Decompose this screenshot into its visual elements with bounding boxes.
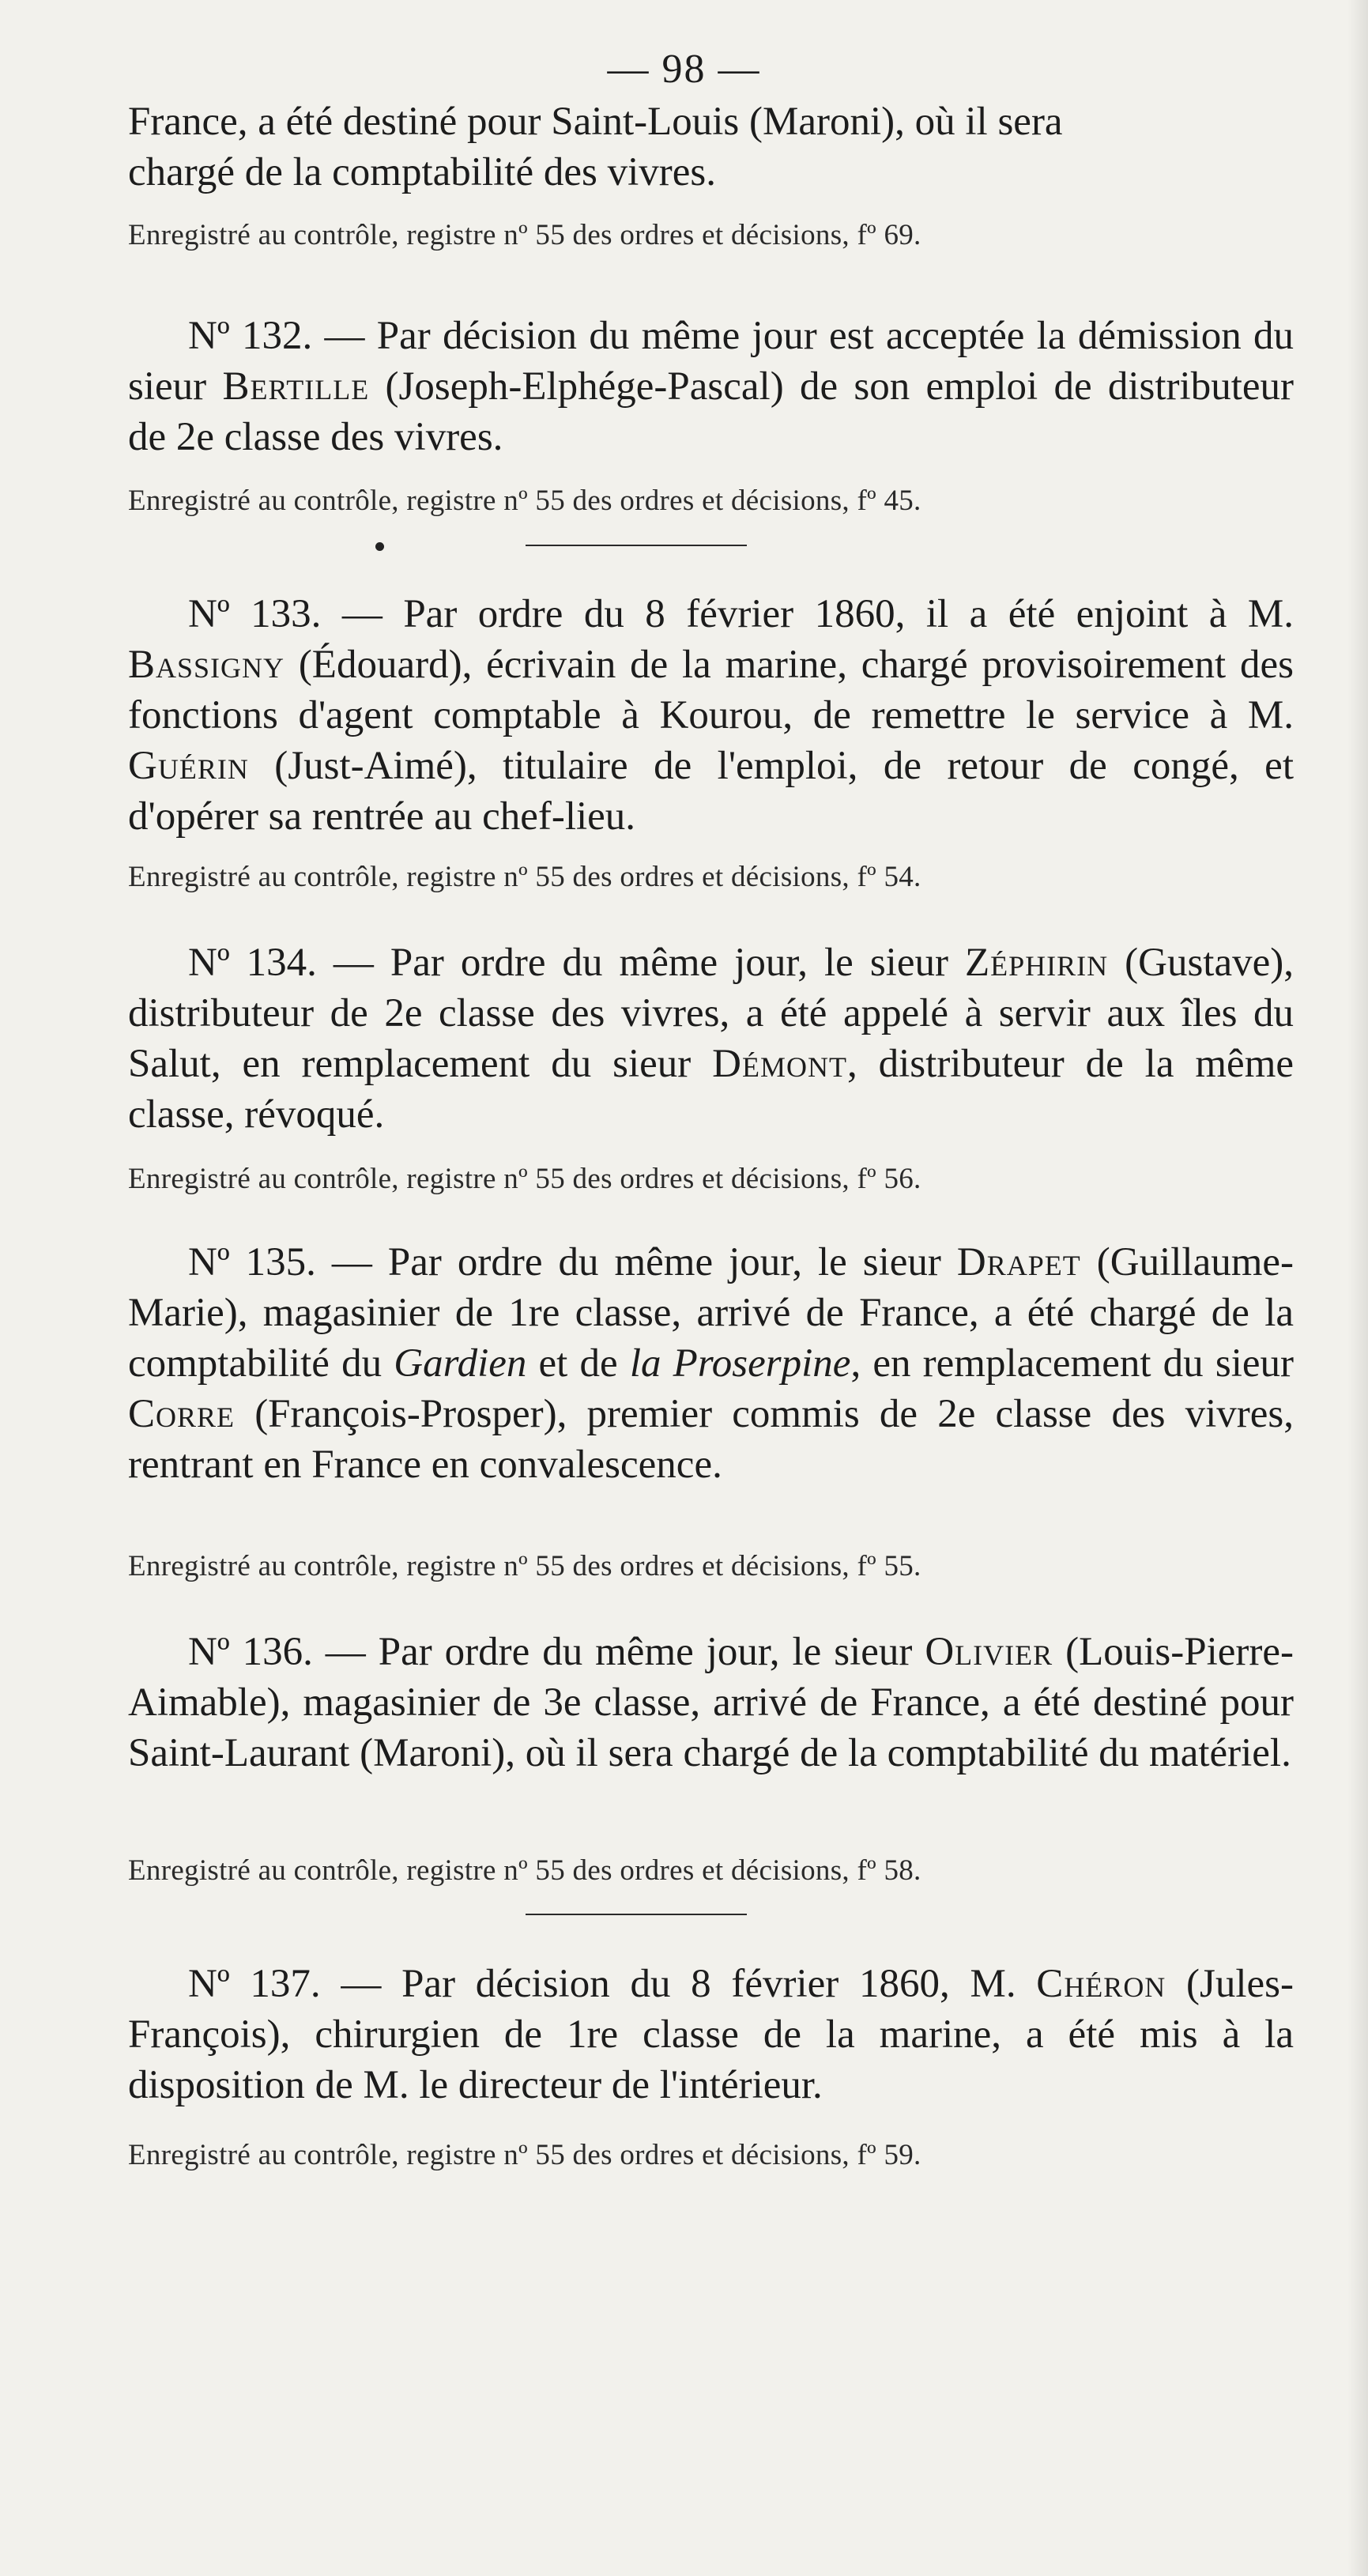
entry-136-number: Nº 136. bbox=[188, 1630, 313, 1674]
section-divider bbox=[526, 1914, 747, 1915]
entry-133-number: Nº 133. bbox=[188, 592, 322, 636]
entry-134-registration: Enregistré au contrôle, registre nº 55 des ordres et décisions, fº 56. bbox=[128, 1163, 921, 1195]
entry-135-text: Nº 135. — Par ordre du même jour, le sieur Drapet (Guillaume-Marie), magasinier de 1re classe, arrivé de France, a été chargé de la comptabilité du Gardien et de la Proserpine, en remplacement du sieur Corre (François-Prosper), premier commis de 2e classe des vivres, rentrant en France en convalescence. bbox=[128, 1240, 1294, 1487]
entry-135-number: Nº 135. bbox=[188, 1240, 316, 1284]
entry-135-registration: Enregistré au contrôle, registre nº 55 des ordres et décisions, fº 55. bbox=[128, 1550, 921, 1582]
person-name: Drapet bbox=[956, 1240, 1081, 1284]
entry-131-line-1: France, a été destiné pour Saint-Louis (Maroni), où il sera bbox=[128, 100, 1063, 144]
entry-131-continuation bbox=[128, 96, 1294, 198]
entry-132-registration: Enregistré au contrôle, registre nº 55 des ordres et décisions, fº 45. bbox=[128, 485, 921, 517]
entry-132-text: Nº 132. — Par décision du même jour est acceptée la démission du sieur Bertille (Joseph-Elphége-Pascal) de son emploi de distributeur de 2e classe des vivres. bbox=[128, 314, 1295, 459]
entry-134-number: Nº 134. bbox=[188, 941, 317, 985]
page-edge-shadow bbox=[1347, 0, 1368, 2576]
person-name: Démont bbox=[712, 1042, 847, 1086]
ship-name: Gardien bbox=[394, 1341, 527, 1386]
ship-name: la Proserpine bbox=[629, 1341, 851, 1386]
entry-137-registration: Enregistré au contrôle, registre nº 55 des ordres et décisions, fº 59. bbox=[128, 2139, 921, 2171]
person-name: Guérin bbox=[128, 744, 249, 788]
person-name: Zéphirin bbox=[964, 941, 1109, 985]
entry-134 bbox=[128, 937, 1294, 1140]
section-divider bbox=[526, 545, 747, 546]
entry-137-number: Nº 137. bbox=[188, 1962, 321, 2006]
person-name: Bertille bbox=[222, 364, 370, 409]
entry-133 bbox=[128, 589, 1294, 842]
ink-spot bbox=[375, 542, 384, 551]
entry-132 bbox=[128, 311, 1294, 462]
entry-136 bbox=[128, 1627, 1294, 1778]
person-name: Olivier bbox=[925, 1630, 1053, 1674]
page-number: — 98 — bbox=[607, 47, 761, 92]
person-name: Bassigny bbox=[128, 643, 285, 687]
entry-131-line-2: chargé de la comptabilité des vivres. bbox=[128, 150, 716, 194]
entry-132-number: Nº 132. bbox=[188, 314, 313, 358]
entry-137 bbox=[128, 1959, 1294, 2110]
entry-137-text: Nº 137. — Par décision du 8 février 1860, M. Chéron (Jules-François), chirurgien de 1re classe de la marine, a été mis à la disposition de M. le directeur de l'intérieur. bbox=[128, 1962, 1294, 2107]
person-name: Corre bbox=[128, 1392, 236, 1436]
entry-135 bbox=[128, 1237, 1294, 1490]
entry-136-registration: Enregistré au contrôle, registre nº 55 des ordres et décisions, fº 58. bbox=[128, 1854, 921, 1887]
person-name: Chéron bbox=[1036, 1962, 1166, 2006]
entry-133-text: Nº 133. — Par ordre du 8 février 1860, il a été enjoint à M. Bassigny (Édouard), écrivain de la marine, chargé provisoirement des fonctions d'agent comptable à Kourou, de remettre le service à M. Guérin (Just-Aimé), titulaire de l'emploi, de retour de congé, et d'opérer sa rentrée au chef-lieu. bbox=[128, 592, 1294, 839]
entry-133-registration: Enregistré au contrôle, registre nº 55 des ordres et décisions, fº 54. bbox=[128, 861, 921, 893]
entry-136-text: Nº 136. — Par ordre du même jour, le sieur Olivier (Louis-Pierre-Aimable), magasinier de 3e classe, arrivé de France, a été destiné pour Saint-Laurant (Maroni), où il sera chargé de la comptabilité du matériel. bbox=[128, 1630, 1294, 1775]
entry-131-registration: Enregistré au contrôle, registre nº 55 des ordres et décisions, fº 69. bbox=[128, 219, 921, 251]
entry-134-text: Nº 134. — Par ordre du même jour, le sieur Zéphirin (Gustave), distributeur de 2e classe des vivres, a été appelé à servir aux îles du Salut, en remplacement du sieur Démont, distributeur de la même classe, révoqué. bbox=[128, 941, 1294, 1137]
